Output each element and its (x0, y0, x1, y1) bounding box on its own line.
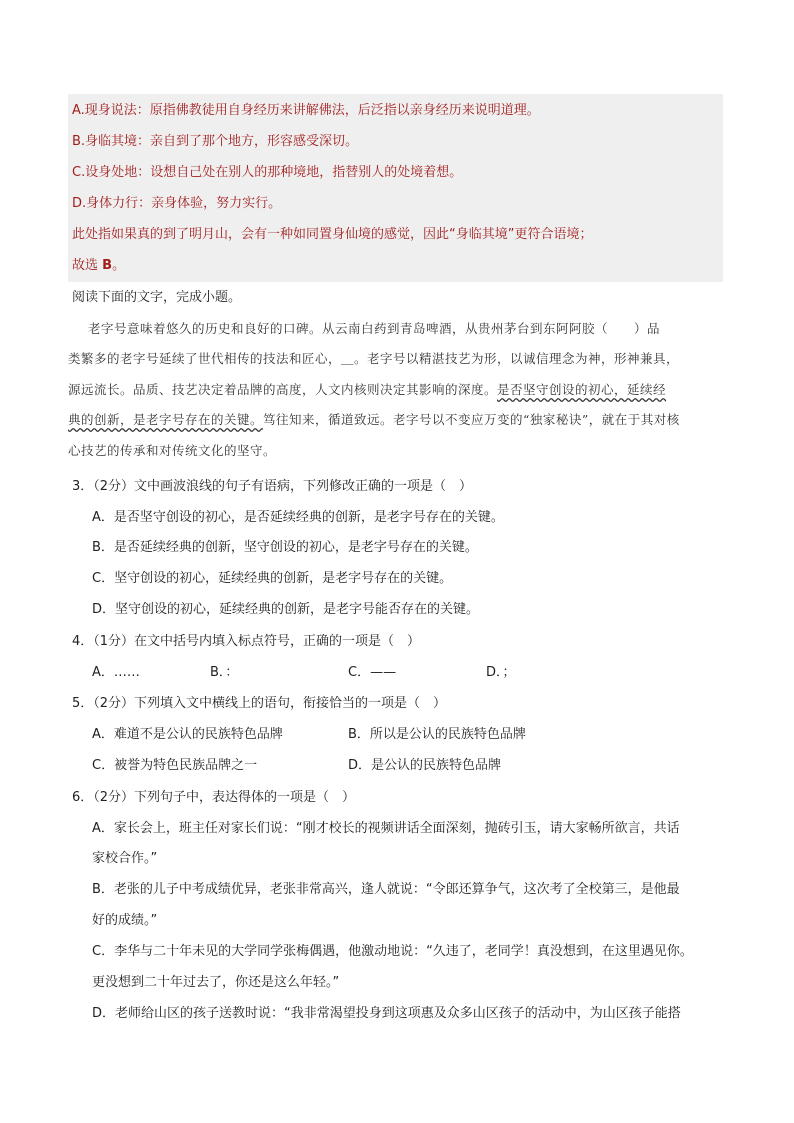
question-3-option-b[interactable]: B．是否延续经典的创新，坚守创设的初心，是老字号存在的关键。 (92, 540, 478, 555)
question-5-option-b[interactable]: B．所以是公认的民族特色品牌 (348, 727, 526, 742)
passage-line-1: 老字号意味着悠久的历史和良好的口碑。从云南白药到青岛啤酒，从贵州茅台到东阿阿胶（ ）品 (88, 321, 661, 336)
answer-option-c: C.设身处地：设想自己处在别人的那种境地，指替别人的处境着想。 (72, 165, 463, 180)
question-3-option-a[interactable]: A．是否坚守创设的初心，是否延续经典的创新，是老字号存在的关键。 (92, 510, 504, 525)
question-4-stem: 4．（1分）在文中括号内填入标点符号，正确的一项是（ ） (72, 634, 421, 649)
question-3-option-c[interactable]: C．坚守创设的初心，延续经典的创新，是老字号存在的关键。 (92, 571, 453, 586)
passage-line-4 (68, 410, 680, 428)
passage-line-3 (68, 380, 666, 398)
conclusion-suffix: 。 (112, 258, 126, 273)
question-4-option-b[interactable]: B．： (210, 665, 239, 680)
question-3-stem: 3．（2分）文中画波浪线的句子有语病，下列修改正确的一项是（ ） (72, 479, 473, 494)
question-4-option-d[interactable]: D．； (486, 665, 516, 680)
wavy-sentence-part-2: 典的创新，是老字号存在的关键。 (68, 412, 264, 427)
conclusion-letter: B (102, 258, 113, 273)
question-6-option-c-cont: 更没想到二十年过去了，你还是这么年轻。” (92, 975, 340, 990)
question-6-option-a-cont: 家校合作。” (92, 851, 158, 866)
question-5-stem: 5．（2分）下列填入文中横线上的语句，衔接恰当的一项是（ ） (72, 696, 447, 711)
question-6-option-d[interactable]: D．老师给山区的孩子送教时说：“我非常渴望投身到这项惠及众多山区孩子的活动中，为山区孩子能搭 (92, 1006, 681, 1021)
question-4-option-c[interactable]: C．—— (348, 665, 397, 680)
question-6-option-b-cont: 好的成绩。” (92, 913, 158, 928)
question-6-option-a[interactable]: A．家长会上，班主任对家长们说：“刚才校长的视频讲话全面深刻，抛砖引玉，请大家畅所欲言，共话 (92, 821, 680, 836)
passage-line-5: 心技艺的传承和对传统文化的坚守。 (68, 443, 277, 458)
question-3-option-d[interactable]: D．坚守创设的初心，延续经典的创新，是老字号能否存在的关键。 (92, 602, 480, 617)
answer-explanation-box (68, 94, 723, 282)
wavy-sentence-part-1: 是否坚守创设的初心，延续经 (497, 382, 667, 397)
question-5-option-a[interactable]: A．难道不是公认的民族特色品牌 (92, 727, 283, 742)
question-5-option-c[interactable]: C．被誉为特色民族品牌之一 (92, 758, 258, 773)
conclusion-prefix: 故选 (72, 258, 103, 273)
passage-line-4-text: 笃往知来，循道致远。老字号以不变应万变的“独家秘诀”，就在于其对核 (263, 412, 680, 427)
question-6-option-c[interactable]: C．李华与二十年未见的大学同学张梅偶遇，他激动地说：“久违了，老同学！真没想到，在这里遇见你。 (92, 944, 693, 959)
passage-line-3-text: 源远流长。品质、技艺决定着品牌的高度，人文内核则决定其影响的深度。 (68, 382, 498, 397)
answer-explanation: 此处指如果真的到了明月山，会有一种如同置身仙境的感觉，因此“身临其境”更符合语境； (72, 227, 593, 242)
passage-line-2: 类繁多的老字号延续了世代相传的技法和匠心，＿。老字号以精湛技艺为形，以诚信理念为神，形神兼具， (68, 351, 680, 366)
answer-option-d: D.身体力行：亲身体验，努力实行。 (72, 196, 282, 211)
answer-option-b: B.身临其境：亲自到了那个地方，形容感受深切。 (72, 134, 359, 149)
question-5-option-d[interactable]: D．是公认的民族特色品牌 (348, 758, 502, 773)
question-4-option-a[interactable]: A．…… (92, 665, 140, 680)
question-6-option-b[interactable]: B．老张的儿子中考成绩优异，老张非常高兴，逢人就说：“令郎还算争气，这次考了全校第三，是他最 (92, 882, 680, 897)
answer-conclusion (72, 256, 125, 276)
question-6-stem: 6．（2分）下列句子中，表达得体的一项是（ ） (72, 790, 356, 805)
answer-option-a: A.现身说法：原指佛教徒用自身经历来讲解佛法，后泛指以亲身经历来说明道理。 (72, 103, 540, 118)
reading-intro: 阅读下面的文字，完成小题。 (72, 290, 242, 305)
